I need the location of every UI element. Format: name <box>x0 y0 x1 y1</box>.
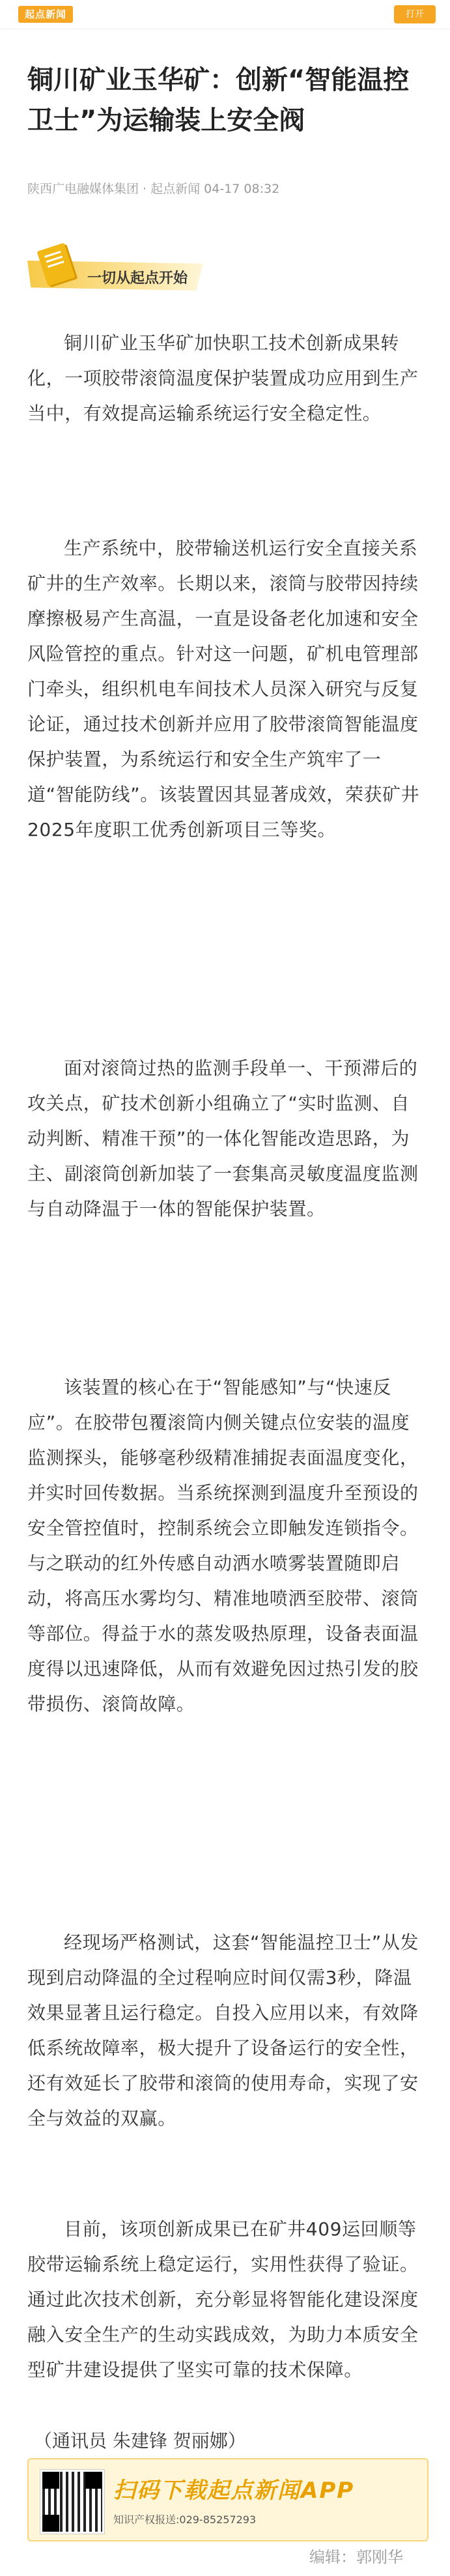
slogan-banner <box>27 242 210 297</box>
article-paragraph: 面对滚筒过热的监测手段单一、干预滞后的攻关点，矿技术创新小组确立了“实时监测、自动判断、精准干预”的一体化智能改造思路，为主、副滚筒创新加装了一套集高灵敏度温度监测与自动降温于一体的智能保护装置。 <box>27 1057 419 1220</box>
article-title: 铜川矿业玉华矿：创新“智能温控卫士”为运输装上安全阀 <box>27 65 410 136</box>
top-bar <box>0 0 450 29</box>
article-paragraph: 生产系统中，胶带输送机运行安全直接关系矿井的生产效率。长期以来，滚筒与胶带因持续摩擦极易产生高温，一直是设备老化加速和安全风险管控的重点。针对这一问题，矿机电管理部门牵头，组织机电车间技术人员深入研究与反复论证，通过技术创新并应用了胶带滚筒智能温度保护装置，为系统运行和安全生产筑牢了一道“智能防线”。该装置因其显著成效，荣获矿井2025年度职工优秀创新项目三等奖。 <box>27 537 420 840</box>
app-download-promo[interactable] <box>27 2458 429 2541</box>
article-meta: 陕西广电融媒体集团 · 起点新闻 04-17 08:32 <box>27 182 280 196</box>
promo-hotline: 知识产权报送:029-85257293 <box>113 2513 257 2526</box>
article-paragraph: 该装置的核心在于“智能感知”与“快速反应”。在胶带包覆滚筒内侧关键点位安装的温度监测探头，能够毫秒级精准捕捉表面温度变化，并实时回传数据。当系统探测到温度升至预设的安全管控值时，控制系统会立即触发连锁指令。与之联动的红外传感自动洒水喷雾装置随即启动，将高压水雾均匀、精准地喷洒至胶带、滚筒等部位。得益于水的蒸发吸热原理，设备表面温度得以迅速降低，从而有效避免因过热引发的胶带损伤、滚筒故障。 <box>27 1377 419 1715</box>
promo-title: 扫码下载起点新闻APP <box>113 2478 355 2504</box>
article-paragraph: 目前，该项创新成果已在矿井409运回顺等胶带运输系统上稳定运行，实用性获得了验证。通过此次技术创新，充分彰显将智能化建设深度融入安全生产的生动实践成效，为助力本质安全型矿井建设提供了坚实可靠的技术保障。 <box>27 2218 419 2381</box>
editor-credit: 编辑：郭刚华 <box>309 2548 403 2566</box>
article-paragraph: 铜川矿业玉华矿加快职工技术创新成果转化，一项胶带滚筒温度保护装置成功应用到生产当中，有效提高运输系统运行安全稳定性。 <box>27 332 419 424</box>
article-paragraph: 经现场严格测试，这套“智能温控卫士”从发现到启动降温的全过程响应时间仅需3秒，降温效果显著且运行稳定。自投入应用以来，有效降低系统故障率，极大提升了设备运行的安全性，还有效延长了胶带和滚筒的使用寿命，实现了安全与效益的双赢。 <box>27 1932 419 2129</box>
open-app-button[interactable]: 打开 <box>394 5 436 23</box>
qr-code-icon[interactable] <box>40 2470 104 2534</box>
banner-slogan: 一切从起点开始 <box>87 270 188 287</box>
app-logo[interactable]: 起点新闻 <box>18 6 73 23</box>
reporter-credit: （通讯员 朱建锋 贺丽娜） <box>34 2430 246 2452</box>
